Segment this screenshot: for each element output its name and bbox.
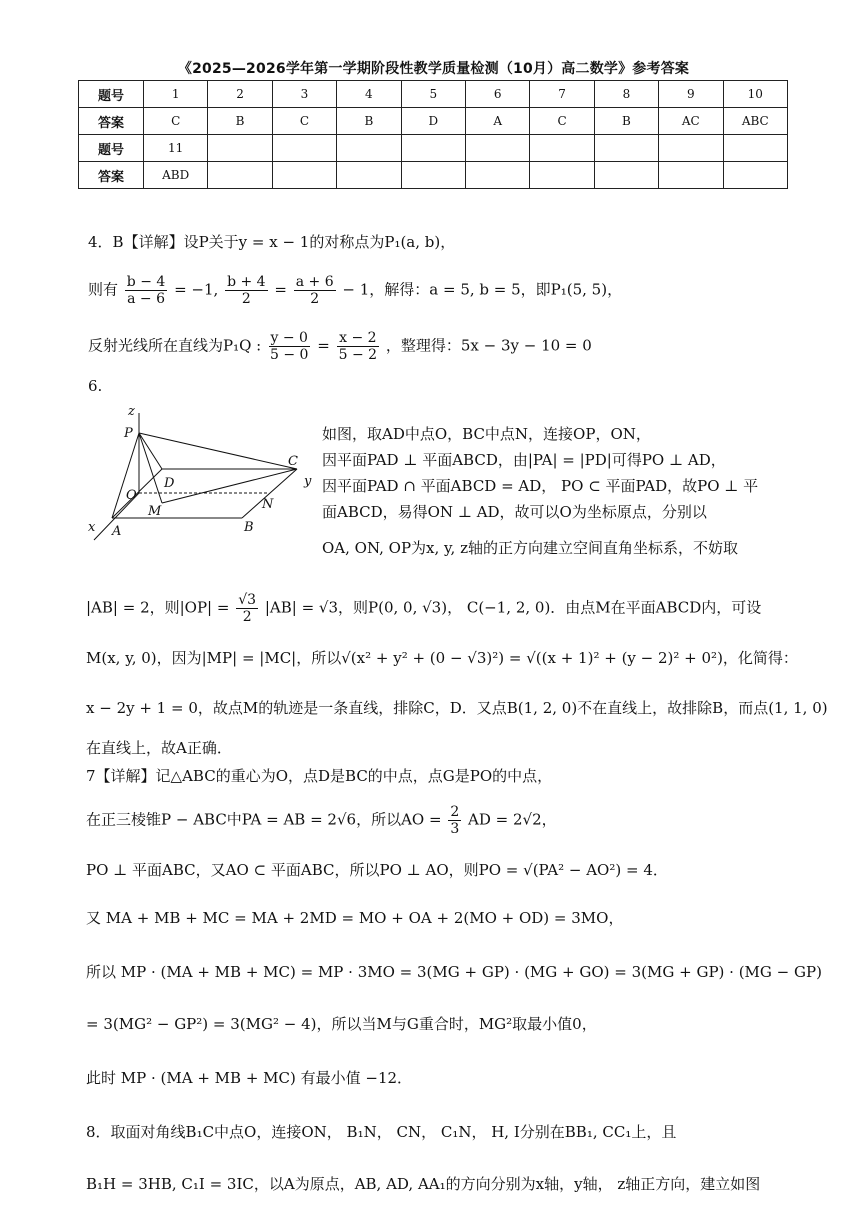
table-cell [337,135,401,162]
text: = −1, [174,280,219,299]
text: |AB| = 2，则|OP| = [86,598,230,617]
table-cell [272,162,336,189]
row-header: 题号 [79,81,144,108]
table-cell [530,162,594,189]
q7-line-1: 7【详解】记△ABC的重心为O，点D是BC的中点，点G是PO的中点， [86,767,553,785]
text: 在正三棱锥P − ABC中PA = AB = 2√6，所以AO = [86,810,442,829]
denominator: a − 6 [127,291,165,307]
q8-line-2: B₁H = 3HB, C₁I = 3IC，以A为原点，AB, AD, AA₁的方向分别为x轴，y轴， z轴正方向，建立如图 [86,1175,761,1193]
table-cell: C [144,108,208,135]
label-x: x [88,520,96,535]
q8-line-1: 8．取面对角线B₁C中点O，连接ON， B₁N， CN， C₁N， H, I分别在BB₁, CC₁上，且 [86,1123,677,1141]
table-cell [530,135,594,162]
table-cell: ABD [144,162,208,189]
table-cell: D [401,108,465,135]
table-cell [594,162,658,189]
table-cell [401,162,465,189]
numerator: b − 4 [126,274,166,290]
q6-right-line-1: 如图，取AD中点O，BC中点N，连接OP，ON， [322,425,651,443]
pyramid-diagram [82,403,312,543]
q6-line-6 [86,592,761,625]
fraction [225,274,268,307]
table-cell [594,135,658,162]
denominator: 2 [241,291,251,307]
label-p: P [124,426,133,441]
q7-line-7: 此时 MP · (MA + MB + MC) 有最小值 −12． [86,1069,413,1087]
table-cell [465,135,529,162]
text: 则有 [88,280,119,299]
table-row [79,135,788,162]
label-z: z [128,404,135,419]
q6-line-8: x − 2y + 1 = 0，故点M的轨迹是一条直线，排除C，D．又点B(1, 2, 0)不在直线上，故排除B，而点(1, 1, 0) [86,699,828,717]
q7-line-5: 所以 MP · (MA + MB + MC) = MP · 3MO = 3(MG + GP) · (MG + GO) = 3(MG + GP) · (MG − GP) [86,963,822,981]
table-cell [659,162,723,189]
label-a: A [112,524,122,539]
table-cell [208,162,272,189]
table-cell: 9 [659,81,723,108]
table-cell [208,135,272,162]
text: 反射光线所在直线为P₁Q : [88,336,262,355]
table-cell: B [208,108,272,135]
q7-line-2 [86,804,557,837]
fraction [236,592,258,625]
table-cell [465,162,529,189]
numerator: b + 4 [227,274,266,290]
table-cell [659,135,723,162]
label-b: B [244,520,254,535]
q6-right-line-2: 因平面PAD ⊥ 平面ABCD，由|PA| = |PD|可得PO ⊥ AD， [322,451,726,469]
table-cell [723,135,787,162]
pyramid-figure [82,403,312,543]
edge-mc [162,469,297,503]
fraction [268,330,310,363]
row-header: 题号 [79,135,144,162]
table-cell: C [530,108,594,135]
numerator: a + 6 [295,274,334,290]
table-cell: AC [659,108,723,135]
table-cell: 8 [594,81,658,108]
table-cell: 5 [401,81,465,108]
q4-line-2 [88,274,622,307]
label-n: N [262,497,274,512]
q7-line-4: 又 MA + MB + MC = MA + 2MD = MO + OA + 2(MO + OD) = 3MO， [86,909,624,927]
table-cell: 1 [144,81,208,108]
edge-pc [139,433,297,469]
q4-line-3 [88,330,592,363]
fraction [448,804,461,837]
text: = [274,280,287,299]
answer-table [78,80,788,189]
edge-pd [139,433,162,469]
denominator: 5 − 2 [338,347,378,363]
row-header: 答案 [79,162,144,189]
denominator: 2 [310,291,320,307]
denominator: 2 [242,609,252,625]
text: = [317,336,330,355]
fraction [125,274,168,307]
table-cell: C [272,108,336,135]
text: AD = 2√2， [468,810,557,829]
table-cell: 4 [337,81,401,108]
numerator: √3 [238,592,257,608]
table-cell [337,162,401,189]
table-cell [272,135,336,162]
label-y: y [304,474,312,489]
table-cell: 2 [208,81,272,108]
numerator: 2 [450,804,460,820]
table-cell: 10 [723,81,787,108]
q6-right-line-3: 因平面PAD ∩ 平面ABCD = AD， PO ⊂ 平面PAD，故PO ⊥ 平 [322,477,759,495]
table-cell [401,135,465,162]
table-cell: B [594,108,658,135]
q6-right-line-4: 面ABCD，易得ON ⊥ AD，故可以O为坐标原点，分别以 [322,503,707,521]
fraction [337,330,379,363]
text: ，整理得：5x − 3y − 10 = 0 [385,336,592,355]
table-cell [723,162,787,189]
text: − 1，解得：a = 5, b = 5，即P₁(5, 5)， [342,280,623,299]
q6-right-line-5: OA, ON, OP为x, y, z轴的正方向建立空间直角坐标系，不妨取 [322,539,738,557]
page-title: 《2025—2026学年第一学期阶段性教学质量检测（10月）高二数学》参考答案 [177,61,690,77]
table-row [79,162,788,189]
table-cell: A [465,108,529,135]
label-m: M [148,504,162,519]
denominator: 3 [450,821,460,837]
q6-line-7: M(x, y, 0)，因为|MP| = |MC|，所以√(x² + y² + (0 − √3)²) = √((x + 1)² + (y − 2)² + 0²)，化简得： [86,649,798,667]
text: |AB| = √3，则P(0, 0, √3)， C(−1, 2, 0)．由点M在平面ABCD内，可设 [264,598,762,617]
numerator: y − 0 [270,330,308,346]
table-cell: ABC [723,108,787,135]
q7-line-6: = 3(MG² − GP²) = 3(MG² − 4)，所以当M与G重合时，MG²取最小值0， [86,1015,597,1033]
q6-line-9: 在直线上，故A正确． [86,739,232,757]
table-row [79,81,788,108]
q6-number: 6. [88,377,103,395]
table-cell: B [337,108,401,135]
q7-line-3: PO ⊥ 平面ABC，又AO ⊂ 平面ABC，所以PO ⊥ AO，则PO = √(PA² − AO²) = 4． [86,861,668,879]
table-row [79,108,788,135]
table-cell: 11 [144,135,208,162]
row-header: 答案 [79,108,144,135]
numerator: x − 2 [339,330,377,346]
denominator: 5 − 0 [270,347,309,363]
label-c: C [288,454,298,469]
label-o: O [126,488,137,503]
table-cell: 6 [465,81,529,108]
table-cell: 7 [530,81,594,108]
label-d: D [164,476,175,491]
table-cell: 3 [272,81,336,108]
fraction [294,274,336,307]
q4-line-1: 4．B【详解】设P关于y = x − 1的对称点为P₁(a, b)， [88,233,456,251]
